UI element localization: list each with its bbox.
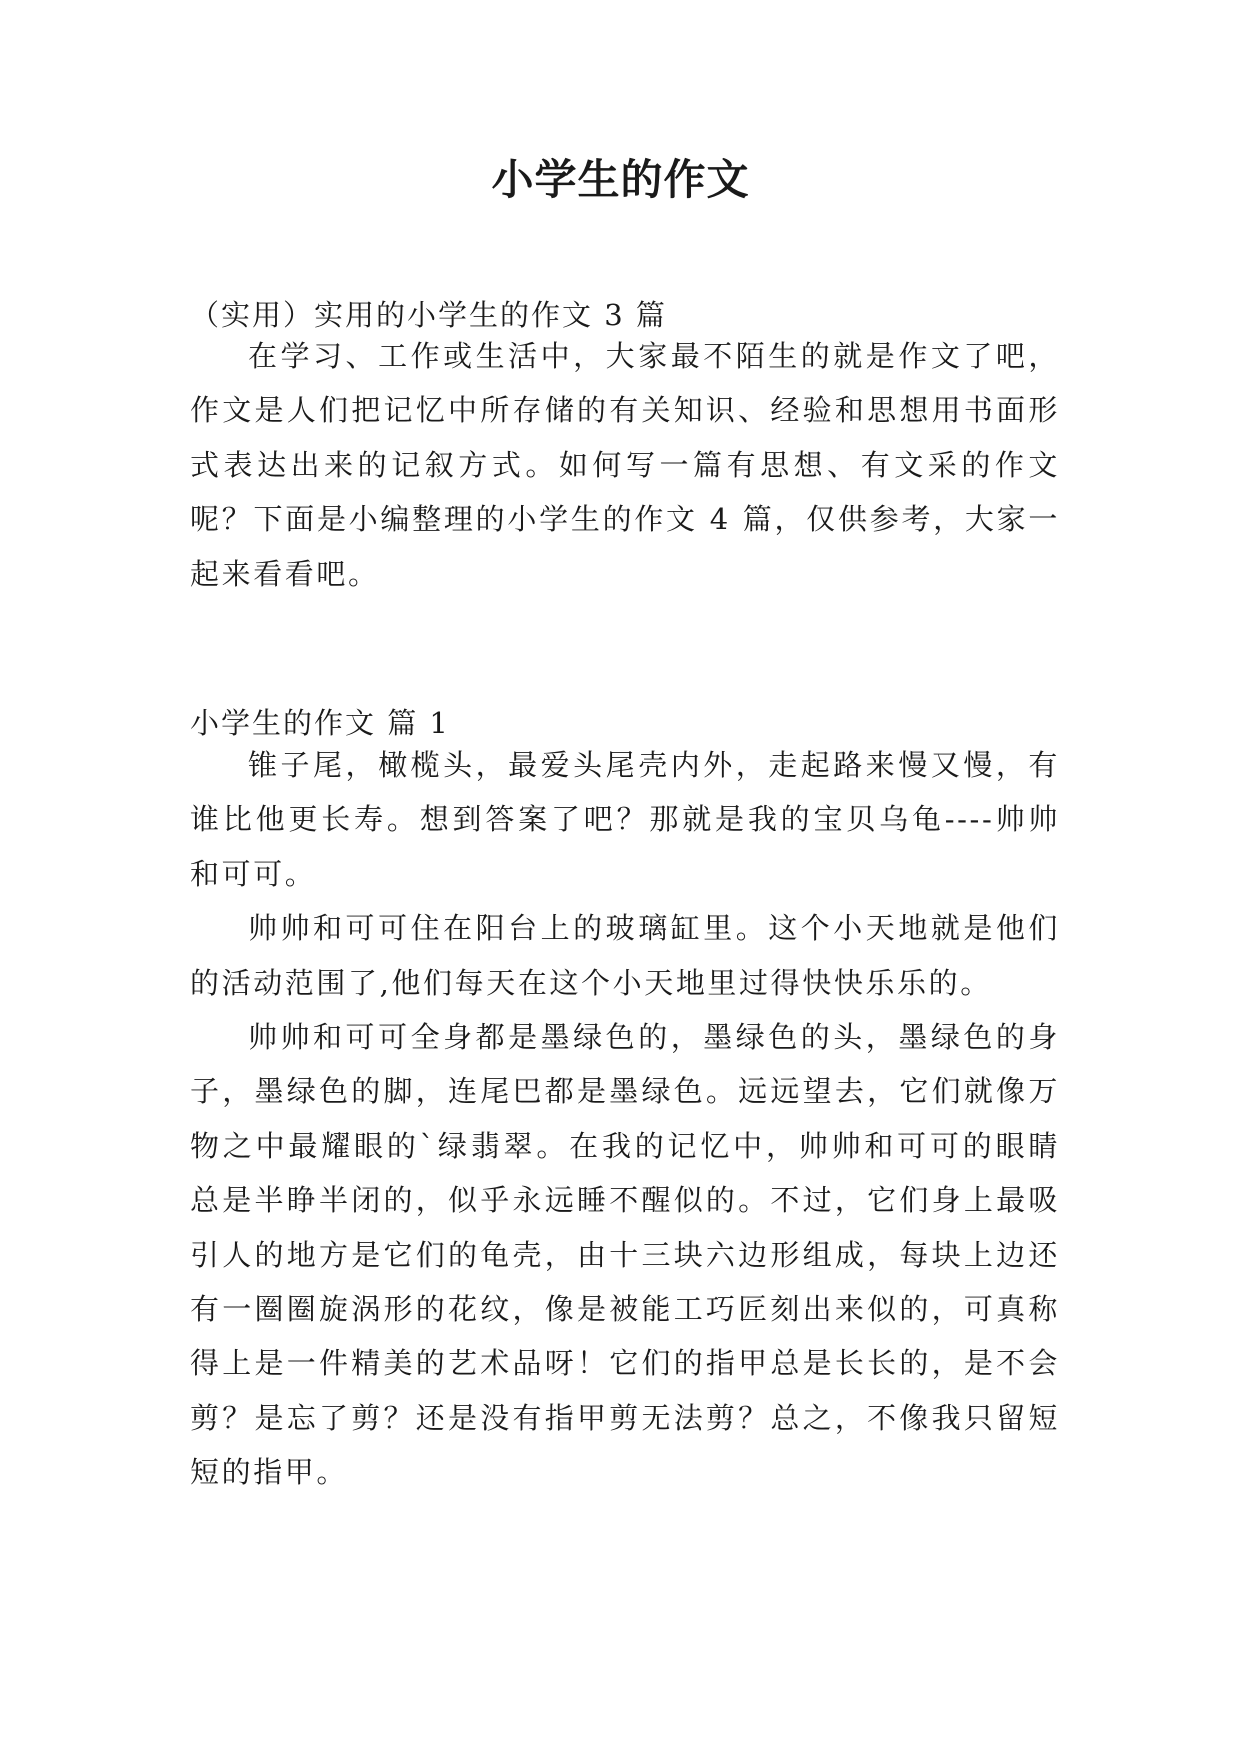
article-body <box>190 738 1060 1500</box>
article-paragraph: 帅帅和可可住在阳台上的玻璃缸里。这个小天地就是他们的活动范围了,他们每天在这个小天地里过得快快乐乐的。 <box>190 911 1060 1000</box>
section-heading: 小学生的作文 篇 1 <box>190 706 450 740</box>
document-title: 小学生的作文 <box>491 155 750 204</box>
intro-block <box>190 329 1060 601</box>
document-subtitle: （实用）实用的小学生的作文 3 篇 <box>190 298 667 332</box>
intro-paragraph: 在学习、工作或生活中，大家最不陌生的就是作文了吧，作文是人们把记忆中所存储的有关知识、经验和思想用书面形式表达出来的记叙方式。如何写一篇有思想、有文采的作文呢？下面是小编整理的小学生的作文 4 篇，仅供参考，大家一起来看看吧。 <box>190 339 1060 591</box>
article-paragraph: 帅帅和可可全身都是墨绿色的，墨绿色的头，墨绿色的身子，墨绿色的脚，连尾巴都是墨绿色。远远望去，它们就像万物之中最耀眼的`绿翡翠。在我的记忆中，帅帅和可可的眼睛总是半睁半闭的，似乎永远睡不醒似的。不过，它们身上最吸引人的地方是它们的龟壳，由十三块六边形组成，每块上边还有一圈圈旋涡形的花纹，像是被能工巧匠刻出来似的，可真称得上是一件精美的艺术品呀！它们的指甲总是长长的，是不会剪？是忘了剪？还是没有指甲剪无法剪？总之，不像我只留短短的指甲。 <box>190 1020 1060 1490</box>
article-paragraph: 锥子尾，橄榄头，最爱头尾壳内外，走起路来慢又慢，有谁比他更长寿。想到答案了吧？那就是我的宝贝乌龟----帅帅和可可。 <box>190 748 1060 891</box>
